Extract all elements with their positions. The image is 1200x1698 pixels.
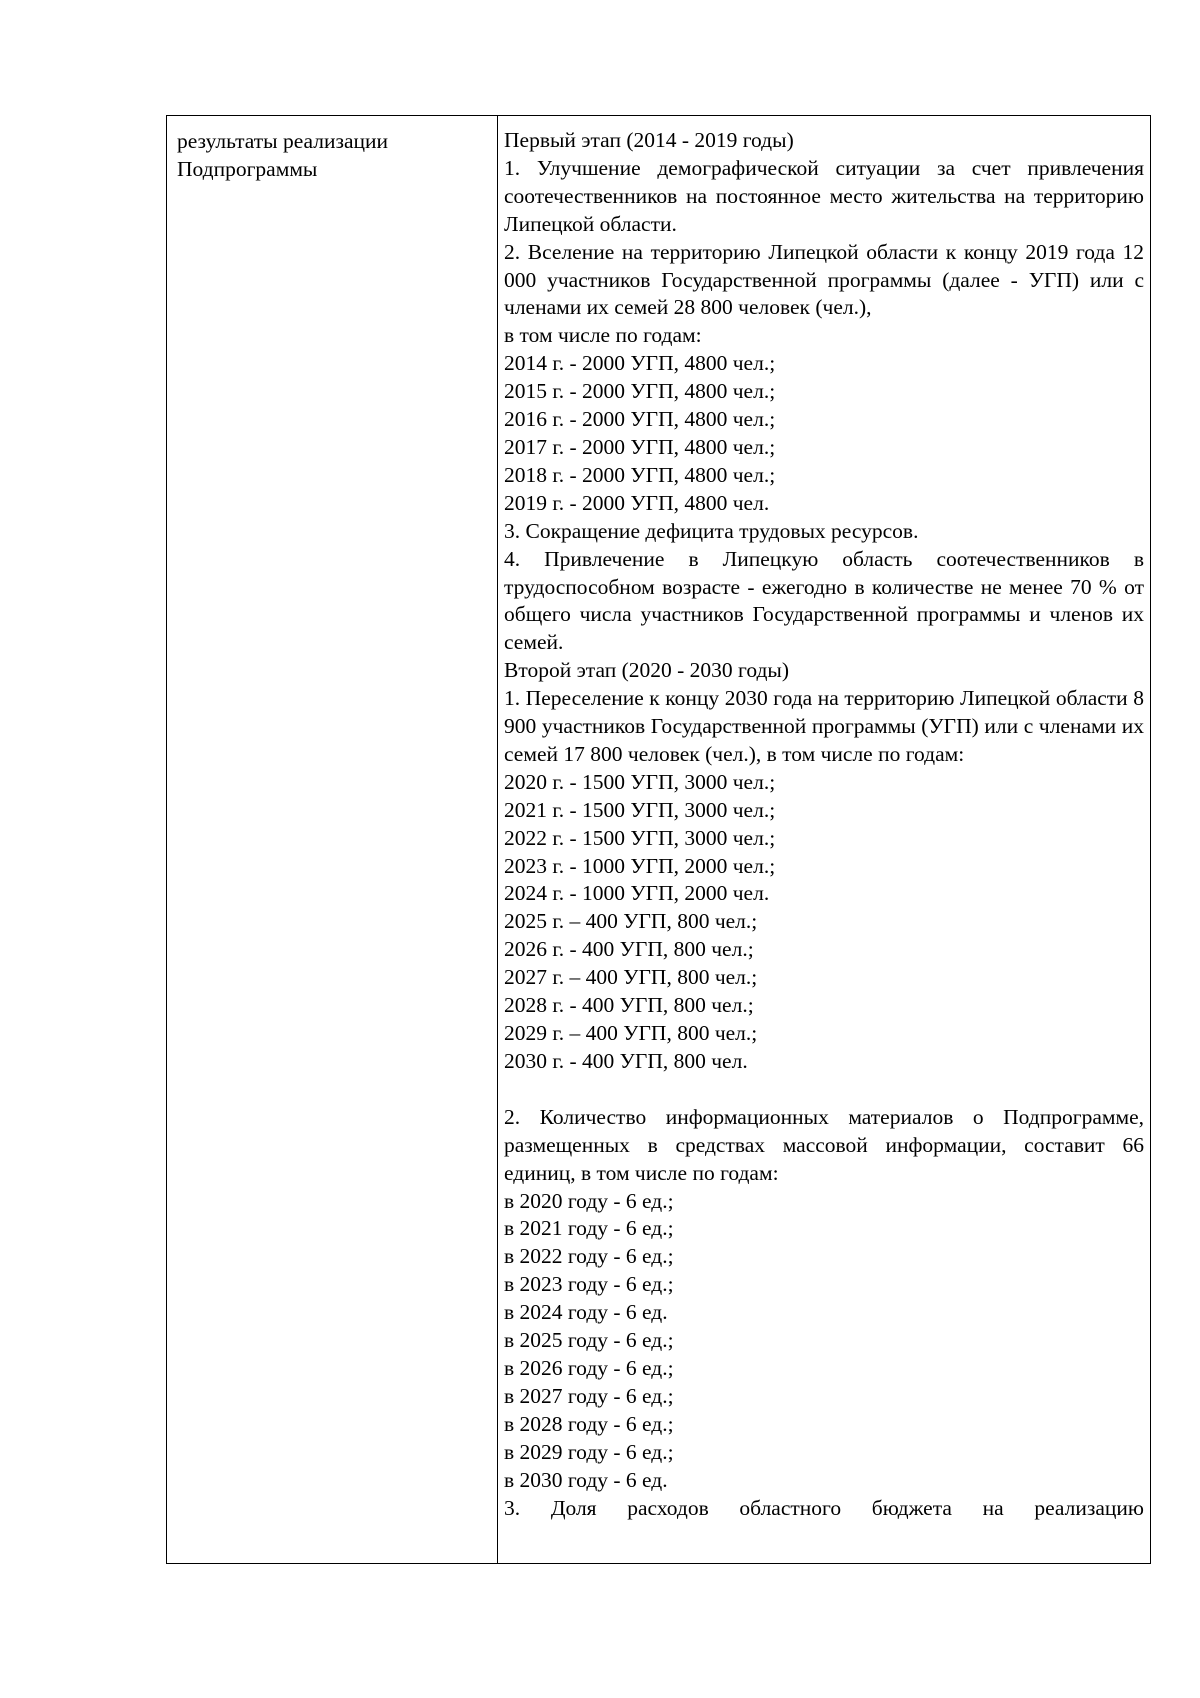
stage2-item-2: 2. Количество информационных материалов о Подпрограмме, размещенных в средствах массовой информации, составит 66 единиц, в том числе по годам:	[504, 1104, 1144, 1185]
row-content-cell	[498, 116, 1151, 1564]
results-table	[166, 115, 1151, 1564]
list-item: 2015 г. - 2000 УГП, 4800 чел.;	[504, 379, 776, 404]
list-item: 2029 г. – 400 УГП, 800 чел.;	[504, 1021, 758, 1045]
row-label-cell	[167, 116, 498, 1564]
list-item: в 2028 году - 6 ед.;	[504, 1411, 674, 1436]
list-item: в 2030 году - 6 ед.	[504, 1467, 668, 1492]
list-item: 2018 г. - 2000 УГП, 4800 чел.;	[504, 462, 776, 487]
list-item: 2014 г. - 2000 УГП, 4800 чел.;	[504, 351, 776, 376]
list-item: в 2027 году - 6 ед.;	[504, 1383, 674, 1408]
blank-line	[504, 1076, 1144, 1104]
stage1-item-3: 3. Сокращение дефицита трудовых ресурсов.	[504, 518, 919, 543]
stage2-item-3: 3. Доля расходов областного бюджета на реализацию	[504, 1495, 1144, 1520]
list-item: 2017 г. - 2000 УГП, 4800 чел.;	[504, 434, 776, 459]
list-item: 2030 г. - 400 УГП, 800 чел.	[504, 1048, 748, 1073]
list-item: в 2022 году - 6 ед.;	[504, 1244, 674, 1269]
stage2-item-1: 1. Переселение к концу 2030 года на территорию Липецкой области 8 900 участников Государственной программы (УГП) или с членами их семей 17 800 человек (чел.), в том числе по годам:	[504, 686, 1144, 766]
table-row	[167, 116, 1151, 1564]
row-label-line-1: результаты реализации	[177, 129, 389, 153]
stage1-years-list	[504, 350, 1144, 517]
list-item: 2026 г. - 400 УГП, 800 чел.;	[504, 937, 754, 962]
list-item: в 2020 году - 6 ед.;	[504, 1188, 674, 1213]
list-item: в 2026 году - 6 ед.;	[504, 1355, 674, 1380]
stage1-item-2: 2. Вселение на территорию Липецкой области к концу 2019 года 12 000 участников Государственной программы (далее - УГП) или с членами их семей 28 800 человек (чел.),	[504, 239, 1144, 320]
list-item: в 2029 году - 6 ед.;	[504, 1439, 674, 1464]
list-item: 2027 г. – 400 УГП, 800 чел.;	[504, 965, 758, 990]
list-item: в 2023 году - 6 ед.;	[504, 1272, 674, 1297]
row-label-line-2: Подпрограммы	[177, 157, 318, 181]
list-item: 2022 г. - 1500 УГП, 3000 чел.;	[504, 825, 776, 850]
list-item: 2021 г. - 1500 УГП, 3000 чел.;	[504, 797, 776, 822]
list-item: в 2024 году - 6 ед.	[504, 1300, 668, 1325]
list-item: 2028 г. - 400 УГП, 800 чел.;	[504, 993, 754, 1018]
stage2-item2-years-list	[504, 1188, 1144, 1495]
stage1-item-1: 1. Улучшение демографической ситуации за счет привлечения соотечественников на постоянное место жительства на территорию Липецкой области.	[504, 155, 1144, 236]
list-item: 2025 г. – 400 УГП, 800 чел.;	[504, 909, 758, 934]
stage1-heading: Первый этап (2014 - 2019 годы)	[504, 128, 794, 152]
list-item: 2020 г. - 1500 УГП, 3000 чел.;	[504, 769, 776, 794]
stage2-heading: Второй этап (2020 - 2030 годы)	[504, 658, 790, 683]
stage1-item-4: 4. Привлечение в Липецкую область соотечественников в трудоспособном возрасте - ежегодно в количестве не менее 70 % от общего числа участников Государственной программы и членов их семей.	[504, 546, 1144, 655]
stage2-years-list	[504, 769, 1144, 1076]
list-item: 2016 г. - 2000 УГП, 4800 чел.;	[504, 407, 776, 432]
list-item: в 2025 году - 6 ед.;	[504, 1328, 674, 1353]
list-item: 2024 г. - 1000 УГП, 2000 чел.	[504, 881, 770, 906]
list-item: 2019 г. - 2000 УГП, 4800 чел.	[504, 490, 770, 515]
list-item: 2023 г. - 1000 УГП, 2000 чел.;	[504, 853, 776, 878]
stage1-by-years-label: в том числе по годам:	[504, 323, 702, 348]
list-item: в 2021 году - 6 ед.;	[504, 1216, 674, 1241]
